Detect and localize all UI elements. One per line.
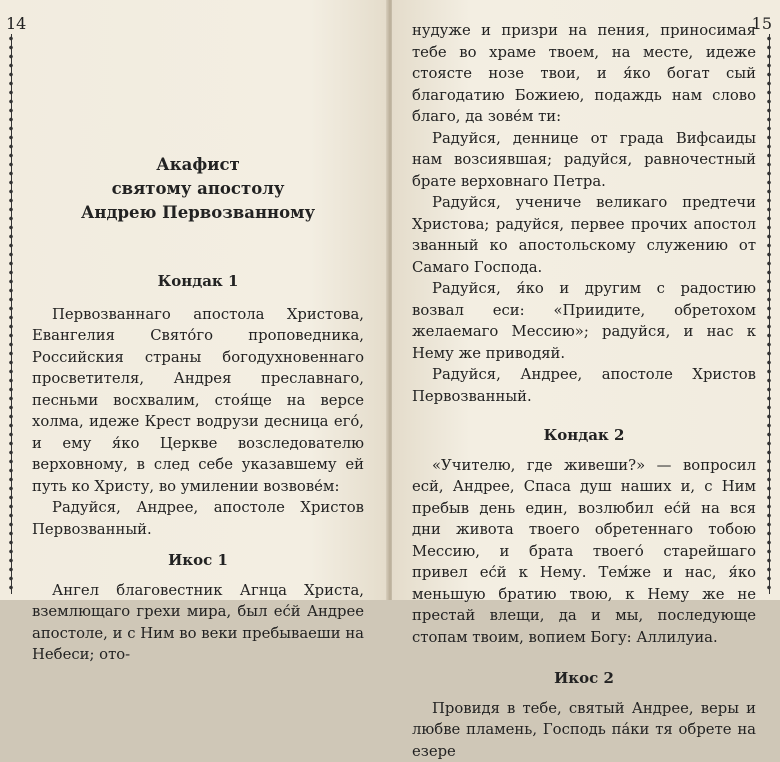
refrain-line-2: Радуйся, учениче великаго предтечи Христова; радуйся, первее прочих апостол званный ко апостольскому служению от Самаго Господа. bbox=[412, 192, 756, 278]
left-page-content bbox=[32, 0, 364, 666]
kondak-2-heading: Кондак 2 bbox=[412, 425, 756, 447]
refrain-line-1: Радуйся, деннице от града Вифсаиды нам возсиявшая; радуйся, равночестный брате верховнаго Петра. bbox=[412, 128, 756, 193]
title-line-2: святому апостолу bbox=[32, 177, 364, 201]
kondak-1-heading: Кондак 1 bbox=[32, 271, 364, 293]
left-page bbox=[0, 0, 388, 600]
page-number-left: 14 bbox=[6, 14, 26, 33]
kondak-1-refrain: Радуйся, Андрее, апостоле Христов Первозванный. bbox=[32, 497, 364, 540]
title-line-3: Андрею Первозванному bbox=[32, 201, 364, 225]
refrain-line-4: Радуйся, Андрее, апостоле Христов Первозванный. bbox=[412, 364, 756, 407]
ornamental-border-right bbox=[764, 34, 774, 594]
title-line-1: Акафист bbox=[32, 153, 364, 177]
page-number-right: 15 bbox=[752, 14, 772, 33]
refrain-line-3: Радуйся, я́ко и другим с радостию возвал еси: «Приидите, обретохом желаемаго Мессию»; радуйся, и нас к Нему же приводяй. bbox=[412, 278, 756, 364]
right-page bbox=[392, 0, 780, 600]
ikos-1-heading: Икос 1 bbox=[32, 550, 364, 572]
ornamental-border-left bbox=[6, 34, 16, 594]
ikos-2-heading: Икос 2 bbox=[412, 668, 756, 690]
ikos-1-text: Ангел благовестник Агнца Христа, вземлющаго грехи мира, был ес́й Андрее апостоле, и с Ним во веки пребываеши на Небеси; ото- bbox=[32, 580, 364, 666]
right-page-content bbox=[412, 20, 756, 762]
akathist-title bbox=[32, 153, 364, 225]
kondak-1-text: Первозваннаго апостола Христова, Евангелия Свято́го проповедника, Российския страны богодухновеннаго просветителя, Андрея преславнаго, песньми восхвалим, стоя́ще на версе холма, идеже Крест водрузи десница его́, и ему я́ко Церкве возследователю верховному, в след себе указавшему ей путь ко Христу, во умилении возвове́м: bbox=[32, 304, 364, 498]
kondak-2-text: «Учителю, где живеши?» — вопросил есй, Андрее, Спаса душ наших и, с Ним пребыв день един, возлюбил ес́й на вся дни живота твоего обретеннаго тобою Мессию, и брата твоего́ старейшаго привел ес́й к Нему. Тем́же и нас, я́ко меньшую братию твою, к Нему же не престай влещи, да и мы, последующе стопам твоим, вопием Богу: Аллилуиа. bbox=[412, 455, 756, 649]
ikos-2-text: Провидя в тебе, святый Андрее, веры и любве пламень, Господь па́ки тя обрете на езере bbox=[412, 698, 756, 762]
ikos-1-continuation: нудуже и призри на пения, приносимая тебе во храме твоем, на месте, идеже стоясте нозе твои, и я́ко богат сый благодатию Божиею, подаждь нам слово благо, да зове́м ти: bbox=[412, 20, 756, 128]
